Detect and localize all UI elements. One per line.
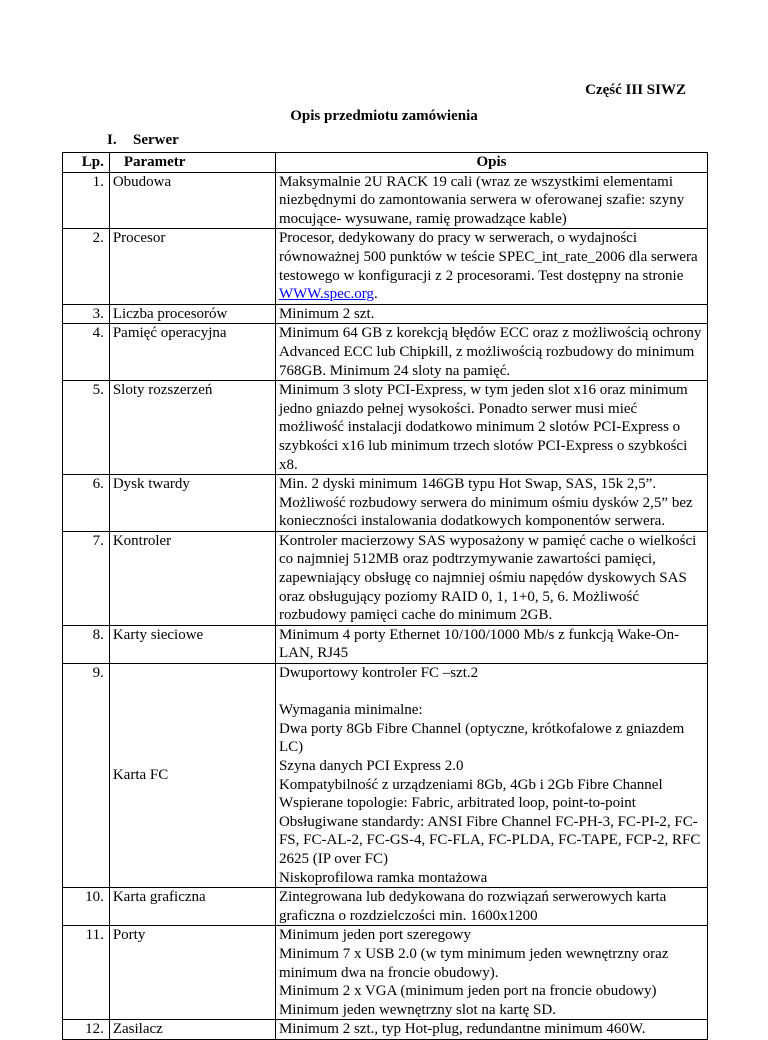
table-row	[63, 926, 708, 1020]
row-description	[275, 926, 707, 1020]
row-number: 4.	[63, 324, 110, 381]
document-subject-title: Opis przedmiotu zamówienia	[290, 108, 478, 124]
column-header-lp: Lp.	[63, 153, 110, 173]
column-header-parametr: Parametr	[109, 153, 275, 173]
row-description-text: Procesor, dedykowany do pracy w serwerach, o wydajności równoważnej 500 punktów w teście SPEC_int_rate_2006 dla serwera testowego w konfiguracji z 2 procesorami. Test dostępny na stronie	[278, 230, 698, 284]
spec-org-link[interactable]: WWW.spec.org	[278, 286, 374, 303]
table-header-row	[63, 153, 708, 173]
row-parameter: Procesor	[109, 229, 275, 304]
row-parameter: Porty	[109, 926, 275, 1020]
column-header-opis: Opis	[275, 153, 707, 173]
row-description: Maksymalnie 2U RACK 19 cali (wraz ze wszystkimi elementami niezbędnymi do zamontowania serwera w oferowanej szafie: szyny mocujące- wysuwane, ramię prowadzące kable)	[275, 172, 707, 229]
row-parameter: Sloty rozszerzeń	[109, 381, 275, 475]
row-description: Minimum 2 szt.	[275, 304, 707, 324]
row-parameter: Dysk twardy	[109, 475, 275, 532]
row-number: 12.	[63, 1020, 110, 1040]
row-number: 9.	[63, 664, 110, 888]
row-number: 7.	[63, 531, 110, 625]
row-number: 6.	[63, 475, 110, 532]
section-number: I.	[107, 132, 117, 148]
table-row	[63, 304, 708, 324]
section-heading	[107, 132, 179, 149]
row-description-end: .	[373, 286, 378, 303]
row-parameter: Karta FC	[109, 664, 275, 888]
row-number: 11.	[63, 926, 110, 1020]
row-number: 1.	[63, 172, 110, 229]
row-parameter: Zasilacz	[109, 1020, 275, 1040]
specification-table	[62, 152, 708, 1040]
row-number: 3.	[63, 304, 110, 324]
table-row	[63, 1020, 708, 1040]
document-part-label: Część III SIWZ	[585, 82, 686, 98]
row-parameter: Pamięć operacyjna	[109, 324, 275, 381]
table-row	[63, 172, 708, 229]
table-row	[63, 324, 708, 381]
row-description: Kontroler macierzowy SAS wyposażony w pamięć cache o wielkości co najmniej 512MB oraz podtrzymywanie zawartości pamięci, zapewniający obsługę co najmniej ośmiu napędów dyskowych SAS oraz obsługujący poziomy RAID 0, 1, 1+0, 5, 6. Możliwość rozbudowy pamięci cache do minimum 2GB.	[275, 531, 707, 625]
row-number: 8.	[63, 625, 110, 663]
table-row	[63, 625, 708, 663]
row-description: Min. 2 dyski minimum 146GB typu Hot Swap, SAS, 15k 2,5”. Możliwość rozbudowy serwera do minimum ośmiu dysków 2,5” bez konieczności instalowania dodatkowych komponentów serwera.	[275, 475, 707, 532]
row-description-text: Dwuportowy kontroler FC –szt.2 Wymagania minimalne: Dwa porty 8Gb Fibre Channel (optyczne, krótkofalowe z gniazdem LC) Szyna danych PCI Express 2.0 Kompatybilność z urządzeniami 8Gb, 4Gb i 2Gb Fibre Channel Wspierane topologie: Fabric, arbitrated loop, point-to-point Obsługiwane standardy: ANSI Fibre Channel FC-PH-3, FC-PI-2, FC-FS, FC-AL-2, FC-GS-4, FC-FLA, FC-PLDA, FC-TAPE, FCP-2, RFC 2625 (IP over FC) Niskoprofilowa ramka montażowa	[278, 665, 701, 886]
row-description: Minimum 3 sloty PCI-Express, w tym jeden slot x16 oraz minimum jedno gniazdo pełnej wysokości. Ponadto serwer musi mieć możliwość instalacji dodatkowo minimum 2 slotów PCI-Express o szybkości x16 lub minimum trzech slotów PCI-Express o szybkości x8.	[275, 381, 707, 475]
row-number: 5.	[63, 381, 110, 475]
table-row	[63, 475, 708, 532]
table-row	[63, 229, 708, 304]
row-description	[275, 664, 707, 888]
row-parameter: Liczba procesorów	[109, 304, 275, 324]
row-description: Minimum 64 GB z korekcją błędów ECC oraz z możliwością ochrony Advanced ECC lub Chipkill, z możliwością rozbudowy do minimum 768GB. Minimum 24 sloty na pamięć.	[275, 324, 707, 381]
row-description: Zintegrowana lub dedykowana do rozwiązań serwerowych karta graficzna o rozdzielczości min. 1600x1200	[275, 888, 707, 926]
row-parameter: Karta graficzna	[109, 888, 275, 926]
row-number: 10.	[63, 888, 110, 926]
row-description: Minimum 4 porty Ethernet 10/100/1000 Mb/s z funkcją Wake-On-LAN, RJ45	[275, 625, 707, 663]
row-description	[275, 229, 707, 304]
row-number: 2.	[63, 229, 110, 304]
row-description: Minimum 2 szt., typ Hot-plug, redundantne minimum 460W.	[275, 1020, 707, 1040]
row-parameter: Obudowa	[109, 172, 275, 229]
row-parameter: Kontroler	[109, 531, 275, 625]
table-row	[63, 664, 708, 888]
table-row	[63, 888, 708, 926]
row-description-text: Minimum jeden port szeregowy Minimum 7 x USB 2.0 (w tym minimum jeden wewnętrzny oraz minimum dwa na froncie obudowy). Minimum 2 x VGA (minimum jeden port na froncie obudowy) Minimum jeden wewnętrzny slot na kartę SD.	[278, 927, 669, 1018]
table-row	[63, 381, 708, 475]
row-parameter: Karty sieciowe	[109, 625, 275, 663]
section-title: Serwer	[133, 132, 179, 148]
table-row	[63, 531, 708, 625]
